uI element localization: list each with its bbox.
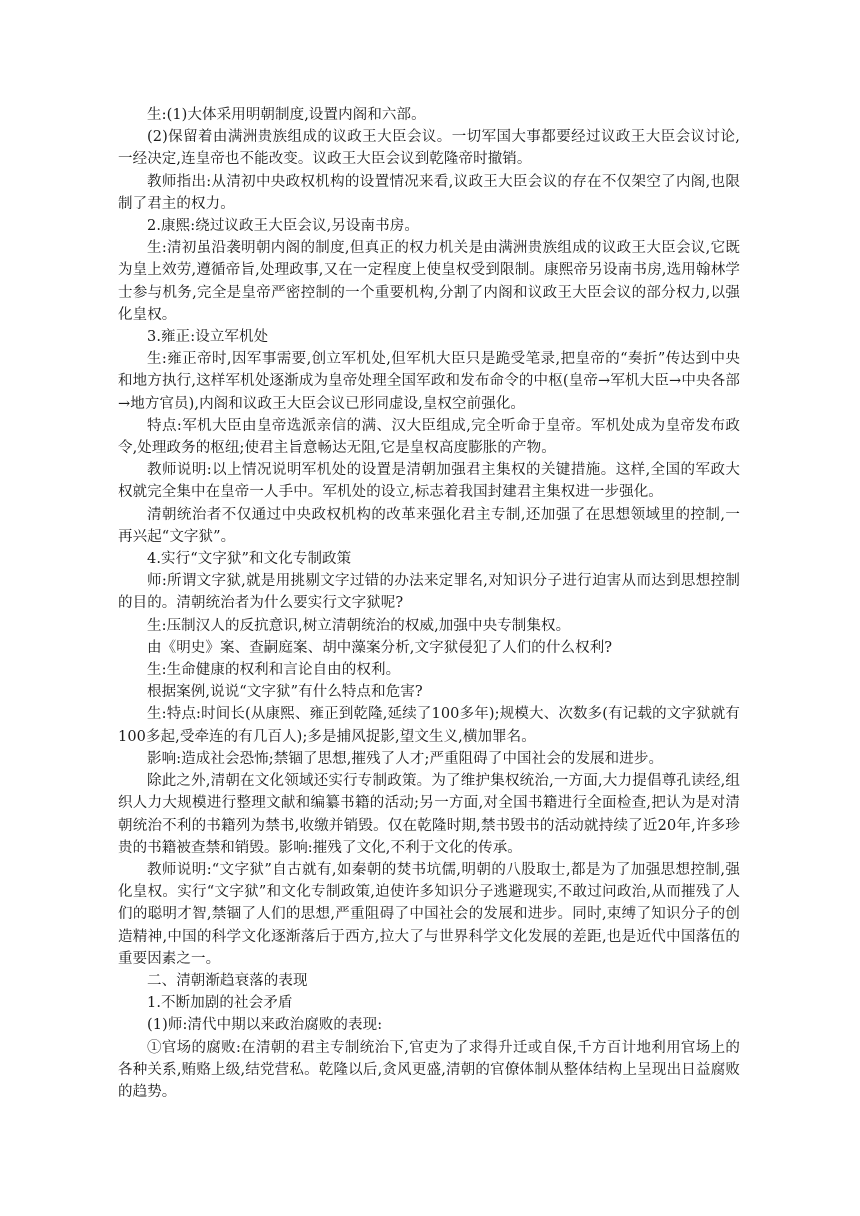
paragraph: 生:生命健康的权利和言论自由的权利。 xyxy=(147,662,401,679)
paragraph: 教师说明:“文字狱”自古就有,如秦朝的焚书坑儒,明朝的八股取士,都是为了加强思想控制,强化皇权。实行“文字狱”和文化专制政策,迫使许多知识分子逃避现实,不敢过问政治,从而摧残了人们的聪明才智,禁锢了人们的思想,严重阻碍了中国社会的发展和进步。同时,束缚了知识分子的创造精神,中国的科学文化逐渐落后于西方,拉大了与世界科学文化发展的差距,也是近代中国落伍的重要因素之一。 xyxy=(118,861,740,967)
paragraph: 生:特点:时间长(从康熙、雍正到乾隆,延续了100多年);规模大、次数多(有记载的文字狱就有100多起,受牵连的有几百人);多是捕风捉影,望文生义,横加罪名。 xyxy=(118,706,740,745)
paragraph: (2)保留着由满洲贵族组成的议政王大臣会议。一切军国大事都要经过议政王大臣会议讨论,一经决定,连皇帝也不能改变。议政王大臣会议到乾隆帝时撤销。 xyxy=(118,129,740,168)
paragraph: 生:雍正帝时,因军事需要,创立军机处,但军机大臣只是跪受笔录,把皇帝的“奏折”传达到中央和地方执行,这样军机处逐渐成为皇帝处理全国军政和发布命令的中枢(皇帝→军机大臣→中央各部→地方官员),内阁和议政王大臣会议已形同虚设,皇权空前强化。 xyxy=(118,351,740,412)
paragraph: 清朝统治者不仅通过中央政权机构的改革来强化君主专制,还加强了在思想领域里的控制,一再兴起“文字狱”。 xyxy=(118,506,740,545)
paragraph: 生:清初虽沿袭明朝内阁的制度,但真正的权力机关是由满洲贵族组成的议政王大臣会议,它既为皇上效劳,遵循帝旨,处理政事,又在一定程度上使皇权受到限制。康熙帝另设南书房,选用翰林学士参与机务,完全是皇帝严密控制的一个重要机构,分割了内阁和议政王大臣会议的部分权力,以强化皇权。 xyxy=(118,240,740,323)
paragraph: 生:压制汉人的反抗意识,树立清朝统治的权威,加强中央专制集权。 xyxy=(147,617,571,634)
paragraph: ①官场的腐败:在清朝的君主专制统治下,官吏为了求得升迁或自保,千方百计地利用官场上的各种关系,贿赂上级,结党营私。乾隆以后,贪风更盛,清朝的官僚体制从整体结构上呈现出日益腐败的趋势。 xyxy=(118,1039,740,1100)
paragraph: 特点:军机大臣由皇帝选派亲信的满、汉大臣组成,完全听命于皇帝。军机处成为皇帝发布政令,处理政务的枢纽;使君主旨意畅达无阻,它是皇权高度膨胀的产物。 xyxy=(118,417,740,457)
section-heading: 3.雍正:设立军机处 xyxy=(147,329,269,346)
paragraph: (1)师:清代中期以来政治腐败的表现: xyxy=(147,1017,383,1034)
document-body xyxy=(118,104,740,1103)
paragraph: 教师指出:从清初中央政权机构的设置情况来看,议政王大臣会议的存在不仅架空了内阁,也限制了君主的权力。 xyxy=(118,173,740,212)
paragraph: 根据案例,说说“文字狱”有什么特点和危害? xyxy=(147,684,423,701)
paragraph: 教师说明:以上情况说明军机处的设置是清朝加强君主集权的关键措施。这样,全国的军政大权就完全集中在皇帝一人手中。军机处的设立,标志着我国封建君主集权进一步强化。 xyxy=(118,462,740,501)
paragraph: 由《明史》案、查嗣庭案、胡中藻案分析,文字狱侵犯了人们的什么权利? xyxy=(147,639,613,656)
section-heading: 4.实行“文字狱”和文化专制政策 xyxy=(147,551,352,568)
section-heading: 2.康熙:绕过议政王大臣会议,另设南书房。 xyxy=(147,218,419,235)
paragraph: 生:(1)大体采用明朝制度,设置内阁和六部。 xyxy=(147,107,426,123)
section-heading: 1.不断加剧的社会矛盾 xyxy=(147,995,293,1012)
paragraph: 除此之外,清朝在文化领域还实行专制政策。为了维护集权统治,一方面,大力提倡尊孔读经,组织人力大规模进行整理文献和编纂书籍的活动;另一方面,对全国书籍进行全面检查,把认为是对清朝统治不利的书籍列为禁书,收缴并销毁。仅在乾隆时期,禁书毁书的活动就持续了近20年,许多珍贵的书籍被查禁和销毁。影响:摧残了文化,不利于文化的传承。 xyxy=(118,773,740,856)
chapter-heading: 二、清朝渐趋衰落的表现 xyxy=(147,972,308,989)
paragraph: 师:所谓文字狱,就是用挑剔文字过错的办法来定罪名,对知识分子进行迫害从而达到思想控制的目的。清朝统治者为什么要实行文字狱呢? xyxy=(118,573,740,612)
paragraph: 影响:造成社会恐怖;禁锢了思想,摧残了人才;严重阻碍了中国社会的发展和进步。 xyxy=(147,750,664,767)
